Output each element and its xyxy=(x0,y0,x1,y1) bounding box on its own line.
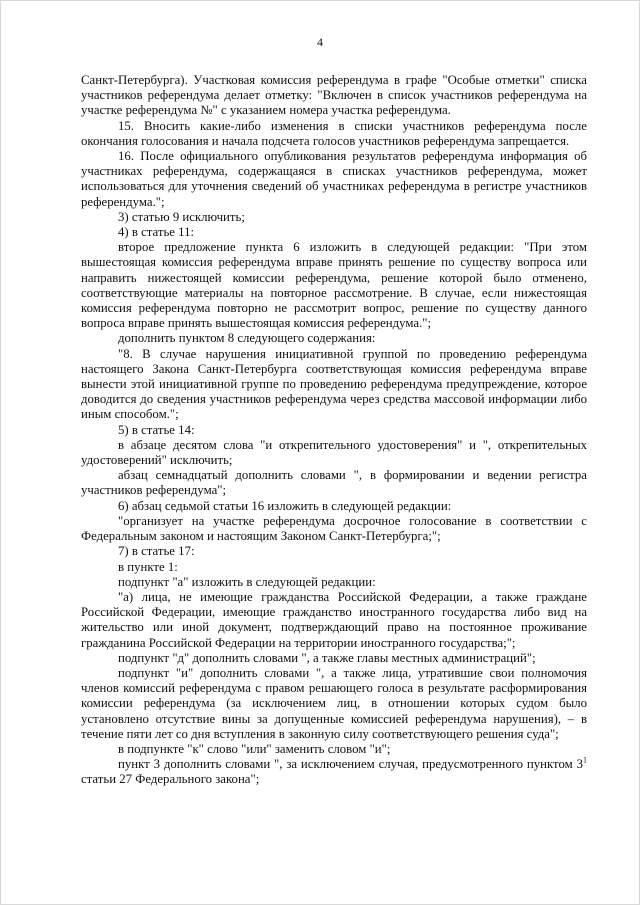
paragraph: "а) лица, не имеющие гражданства Российской Федерации, а также граждане Российской Федерации, имеющие гражданство иностранного государства либо вид на жительство или иной документ, подтверждающий право на постоянное проживание гражданина Российской Федерации на территории иностранного государства;"; xyxy=(81,589,587,650)
paragraph: "организует на участке референдума досрочное голосование в соответствии с Федеральным законом и настоящим Законом Санкт-Петербурга;"; xyxy=(81,513,587,544)
paragraph: абзац семнадцатый дополнить словами ", в формировании и ведении регистра участников референдума"; xyxy=(81,468,587,498)
paragraph-text: пункт 3 дополнить словами ", за исключением случая, предусмотренного пунктом 3 xyxy=(118,757,583,772)
paragraph: 6) абзац седьмой статьи 16 изложить в следующей редакции: xyxy=(118,498,452,513)
paragraph: Санкт-Петербурга). Участковая комиссия референдума в графе "Особые отметки" списка участников референдума делает отметку: "Включен в список участников референдума на участке референдума №" с указанием номера участка референдума. xyxy=(81,73,587,118)
paragraph: подпункт "и" дополнить словами ", а также лица, утратившие свои полномочия членов комиссий референдума с правом решающего голоса в результате расформирования комиссии референдума (за исключением лиц, в отношении которых судом было установлено отсутствие вины за допущенные комиссией референдума нарушения), – в течение пяти лет со дня вступления в законную силу соответствующего решения суда"; xyxy=(81,665,587,741)
paragraph: в подпункте "к" слово "или" заменить словом "и"; xyxy=(118,741,391,756)
paragraph: 7) в статье 17: xyxy=(118,544,195,559)
paragraph: подпункт "д" дополнить словами ", а также главы местных администраций"; xyxy=(118,650,536,665)
paragraph: второе предложение пункта 6 изложить в следующей редакции: "При этом вышестоящая комиссия референдума вправе принять решение по существу вопроса или направить нижестоящей комиссии референдума, решение которой было отменено, соответствующие материалы на повторное рассмотрение. В случае, если нижестоящая комиссия референдума повторно не рассмотрит вопрос, решение по существу данного вопроса вправе принять вышестоящая комиссия референдума."; xyxy=(81,240,587,331)
paragraph: "8. В случае нарушения инициативной группой по проведению референдума настоящего Закона Санкт-Петербурга соответствующая комиссия референдума вправе вынести этой инициативной группе по проведению референдума предупреждение, которое доводится до сведения участников референдума через средства массовой информации либо иным способом."; xyxy=(81,346,587,422)
paragraph: 15. Вносить какие-либо изменения в списки участников референдума после окончания голосования и начала подсчета голосов участников референдума запрещается. xyxy=(81,118,587,148)
paragraph: 3) статью 9 исключить; xyxy=(118,209,245,224)
paragraph: 5) в статье 14: xyxy=(118,422,195,437)
paragraph: подпункт "а" изложить в следующей редакции: xyxy=(118,574,376,589)
superscript: 1 xyxy=(583,755,587,765)
paragraph: в абзаце десятом слова "и открепительного удостоверения" и ", открепительных удостоверений" исключить; xyxy=(81,437,587,468)
document-body xyxy=(81,73,587,788)
paragraph-last xyxy=(81,757,587,787)
paragraph: 16. После официального опубликования результатов референдума информация об участниках референдума, содержащаяся в списках участников референдума, может использоваться для уточнения сведений об участниках референдума в регистре участников референдума."; xyxy=(81,149,587,209)
paragraph: в пункте 1: xyxy=(118,559,178,574)
paragraph: дополнить пунктом 8 следующего содержания: xyxy=(118,331,376,346)
paragraph: 4) в статье 11: xyxy=(118,225,195,240)
page-number: 4 xyxy=(317,35,323,49)
paragraph-text: статьи 27 Федерального закона"; xyxy=(81,772,260,787)
